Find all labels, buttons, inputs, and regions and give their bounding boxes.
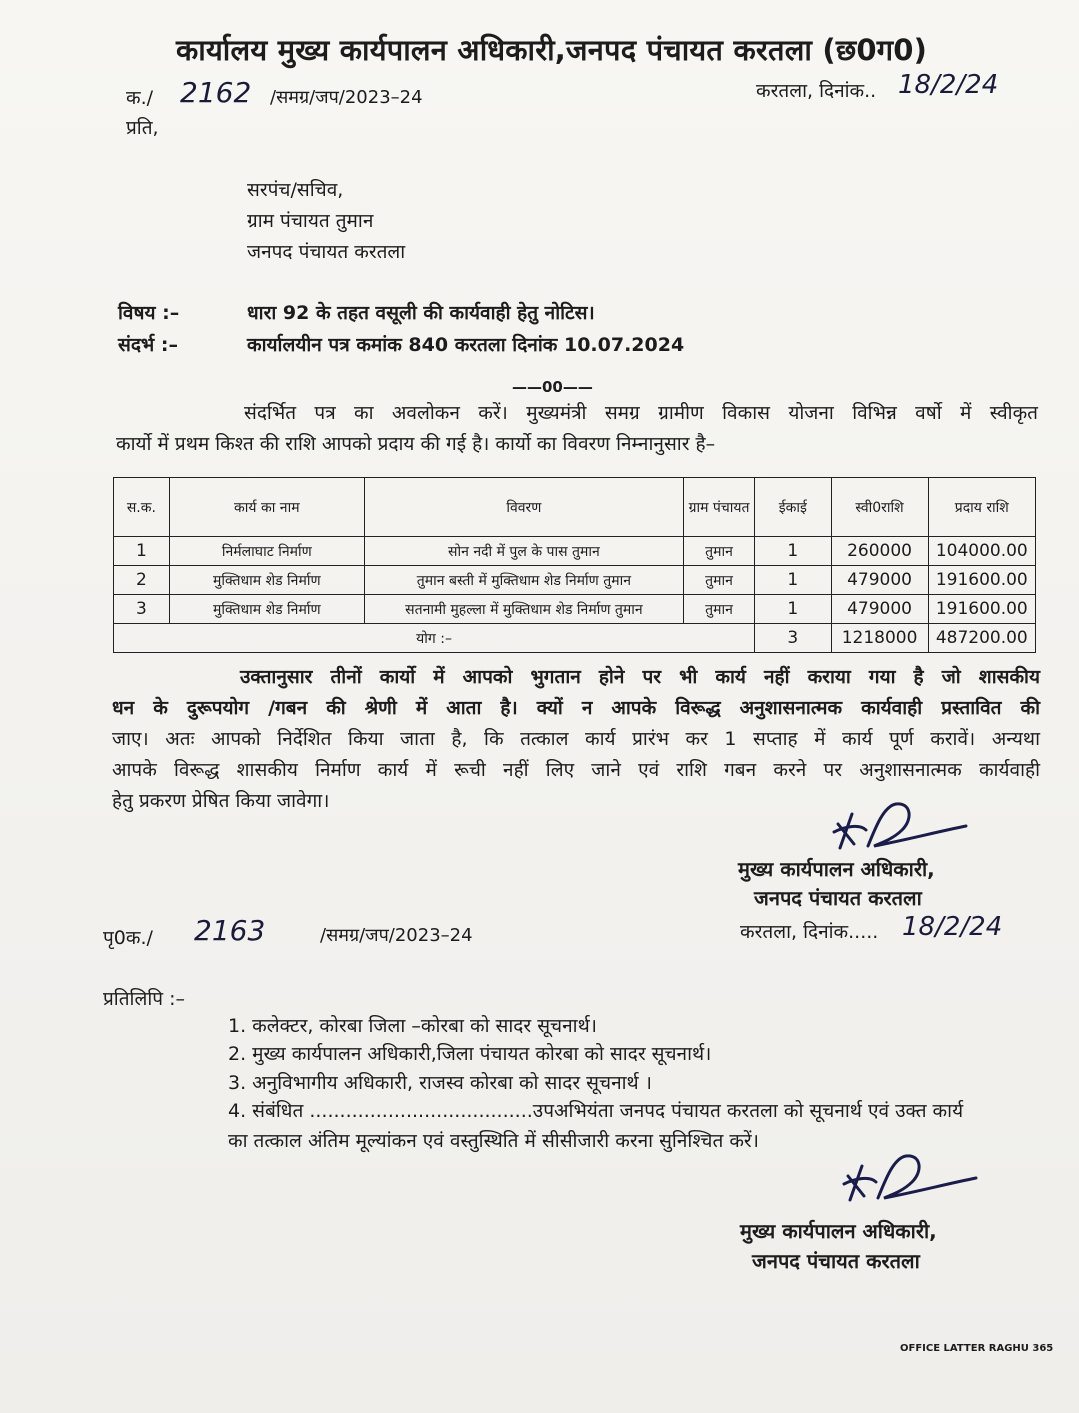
notice-line: जाए। अतः आपको निर्देशित किया जाता है, कि तत्काल कार्य प्रारंभ कर 1 सप्ताह में कार्य पूर्ण करावें। अन्यथा (112, 728, 1040, 750)
col-header-sanctioned: स्वी0राशि (831, 478, 928, 537)
cell-gram-panchayat: तुमान (683, 595, 754, 624)
cell-unit: 1 (755, 537, 831, 566)
col-header-description: विवरण (364, 478, 683, 537)
notice-line: आपके विरूद्ध शासकीय निर्माण कार्य में रूची नहीं लिए जाने एवं राशि गबन करने पर अनुशासनात्मक कार्यवाही (112, 759, 1040, 781)
office-title: कार्यालय मुख्य कार्यपालन अधिकारी,जनपद पंचायत करतला (छ0ग0) (176, 33, 928, 67)
separator: ——00—— (512, 378, 593, 396)
col-header-provided: प्रदाय राशि (928, 478, 1035, 537)
col-header-unit: ईकाई (755, 478, 831, 537)
cell-sanctioned: 479000 (831, 595, 928, 624)
cell-work-name: मुक्तिधाम शेड निर्माण (169, 595, 364, 624)
col-header-gram-panchayat: ग्राम पंचायत (683, 478, 754, 537)
cell-description: सतनामी मुहल्ला में मुक्तिधाम शेड निर्माण तुमान (364, 595, 683, 624)
cell-unit: 1 (755, 566, 831, 595)
intro-line: कार्यो में प्रथम किश्त की राशि आपको प्रदाय की गई है। कार्यो का विवरण निम्नानुसार है– (116, 433, 716, 455)
cell-provided: 191600.00 (928, 595, 1035, 624)
table-header-row (114, 478, 1036, 537)
cell-unit: 1 (755, 595, 831, 624)
signatory-office: जनपद पंचायत करतला (754, 886, 922, 910)
endorsement-ref-suffix: /समग्र/जप/2023–24 (320, 925, 473, 946)
reference-label: संदर्भ :– (118, 334, 179, 356)
cell-work-name: निर्मलाघाट निर्माण (169, 537, 364, 566)
to-label: प्रति, (126, 117, 159, 139)
signatory-office-2: जनपद पंचायत करतला (752, 1249, 920, 1273)
ref-suffix: /समग्र/जप/2023–24 (270, 87, 423, 108)
table-row (114, 595, 1036, 624)
copy-to-item-continuation: का तत्काल अंतिम मूल्यांकन एवं वस्तुस्थिति में सीसीजारी करना सुनिश्चित करें। (228, 1130, 759, 1152)
cell-gram-panchayat: तुमान (683, 566, 754, 595)
subject-text: धारा 92 के तहत वसूली की कार्यवाही हेतु नोटिस। (247, 302, 595, 324)
table-row (114, 566, 1036, 595)
notice-line: उक्तानुसार तीनों कार्यो में आपको भुगतान होने पर भी कार्य नहीं कराया गया है जो शासकीय (240, 666, 1040, 688)
col-header-work-name: कार्य का नाम (169, 478, 364, 537)
cell-description: तुमान बस्ती में मुक्तिधाम शेड निर्माण तुमान (364, 566, 683, 595)
place-date-label: करतला, दिनांक.. (756, 80, 877, 102)
ref-prefix: क./ (126, 87, 154, 109)
cell-provided: 104000.00 (928, 537, 1035, 566)
reference-text: कार्यालयीन पत्र कमांक 840 करतला दिनांक 10.07.2024 (247, 334, 685, 356)
endorsement-date-handwritten: 18/2/24 (902, 912, 1003, 942)
copy-to-item: 3. अनुविभागीय अधिकारी, राजस्व कोरबा को सादर सूचनार्थ । (228, 1072, 652, 1094)
copy-to-item: 4. संबंधित .....................................उपअभियंता जनपद पंचायत करतला को सूचनार्थ एवं उक्त कार्य (228, 1100, 964, 1122)
cell-total-units: 3 (755, 624, 831, 653)
signatory-designation: मुख्य कार्यपालन अधिकारी, (738, 857, 935, 881)
endorsement-date-label: करतला, दिनांक..... (740, 921, 879, 943)
notice-line: हेतु प्रकरण प्रेषित किया जावेगा। (112, 790, 330, 812)
cell-sanctioned: 260000 (831, 537, 928, 566)
cell-description: सोन नदी में पुल के पास तुमान (364, 537, 683, 566)
cell-total-label: योग :– (114, 624, 755, 653)
table-row (114, 537, 1036, 566)
works-table (113, 477, 1036, 653)
recipient-line-1: सरपंच/सचिव, (247, 179, 344, 201)
col-header-serial: स.क. (114, 478, 170, 537)
copy-to-item: 2. मुख्य कार्यपालन अधिकारी,जिला पंचायत कोरबा को सादर सूचनार्थ। (228, 1043, 712, 1065)
cell-provided: 191600.00 (928, 566, 1035, 595)
cell-serial: 1 (114, 537, 170, 566)
table-total-row (114, 624, 1036, 653)
cell-serial: 2 (114, 566, 170, 595)
cell-total-sanctioned: 1218000 (831, 624, 928, 653)
copy-to-label: प्रतिलिपि :– (103, 988, 186, 1010)
subject-label: विषय :– (118, 302, 180, 324)
cell-work-name: मुक्तिधाम शेड निर्माण (169, 566, 364, 595)
endorsement-ref-number: 2163 (194, 914, 266, 947)
intro-line: संदर्भित पत्र का अवलोकन करें। मुख्यमंत्री समग्र ग्रामीण विकास योजना विभिन्न वर्षो में स्वीकृत (244, 402, 1038, 424)
footer-watermark-text: OFFICE LATTER RAGHU 365 (900, 1343, 1054, 1354)
endorsement-ref-prefix: पृ0क./ (103, 927, 153, 949)
recipient-line-3: जनपद पंचायत करतला (247, 241, 406, 263)
ref-number-handwritten: 2162 (180, 76, 252, 109)
copy-to-item: 1. कलेक्टर, कोरबा जिला –कोरबा को सादर सूचनार्थ। (228, 1015, 597, 1037)
cell-serial: 3 (114, 595, 170, 624)
signatory-designation-2: मुख्य कार्यपालन अधिकारी, (740, 1219, 937, 1243)
paragraph-intro (116, 398, 1038, 460)
cell-total-provided: 487200.00 (928, 624, 1035, 653)
notice-line: धन के दुरूपयोग /गबन की श्रेणी में आता है। क्यों न आपके विरूद्ध अनुशासनात्मक कार्यवाही प्रस्तावित की (112, 697, 1040, 719)
paragraph-notice (112, 662, 1040, 817)
cell-sanctioned: 479000 (831, 566, 928, 595)
date-handwritten: 18/2/24 (898, 70, 999, 100)
cell-gram-panchayat: तुमान (683, 537, 754, 566)
signature-2 (836, 1148, 986, 1218)
recipient-line-2: ग्राम पंचायत तुमान (247, 210, 374, 232)
